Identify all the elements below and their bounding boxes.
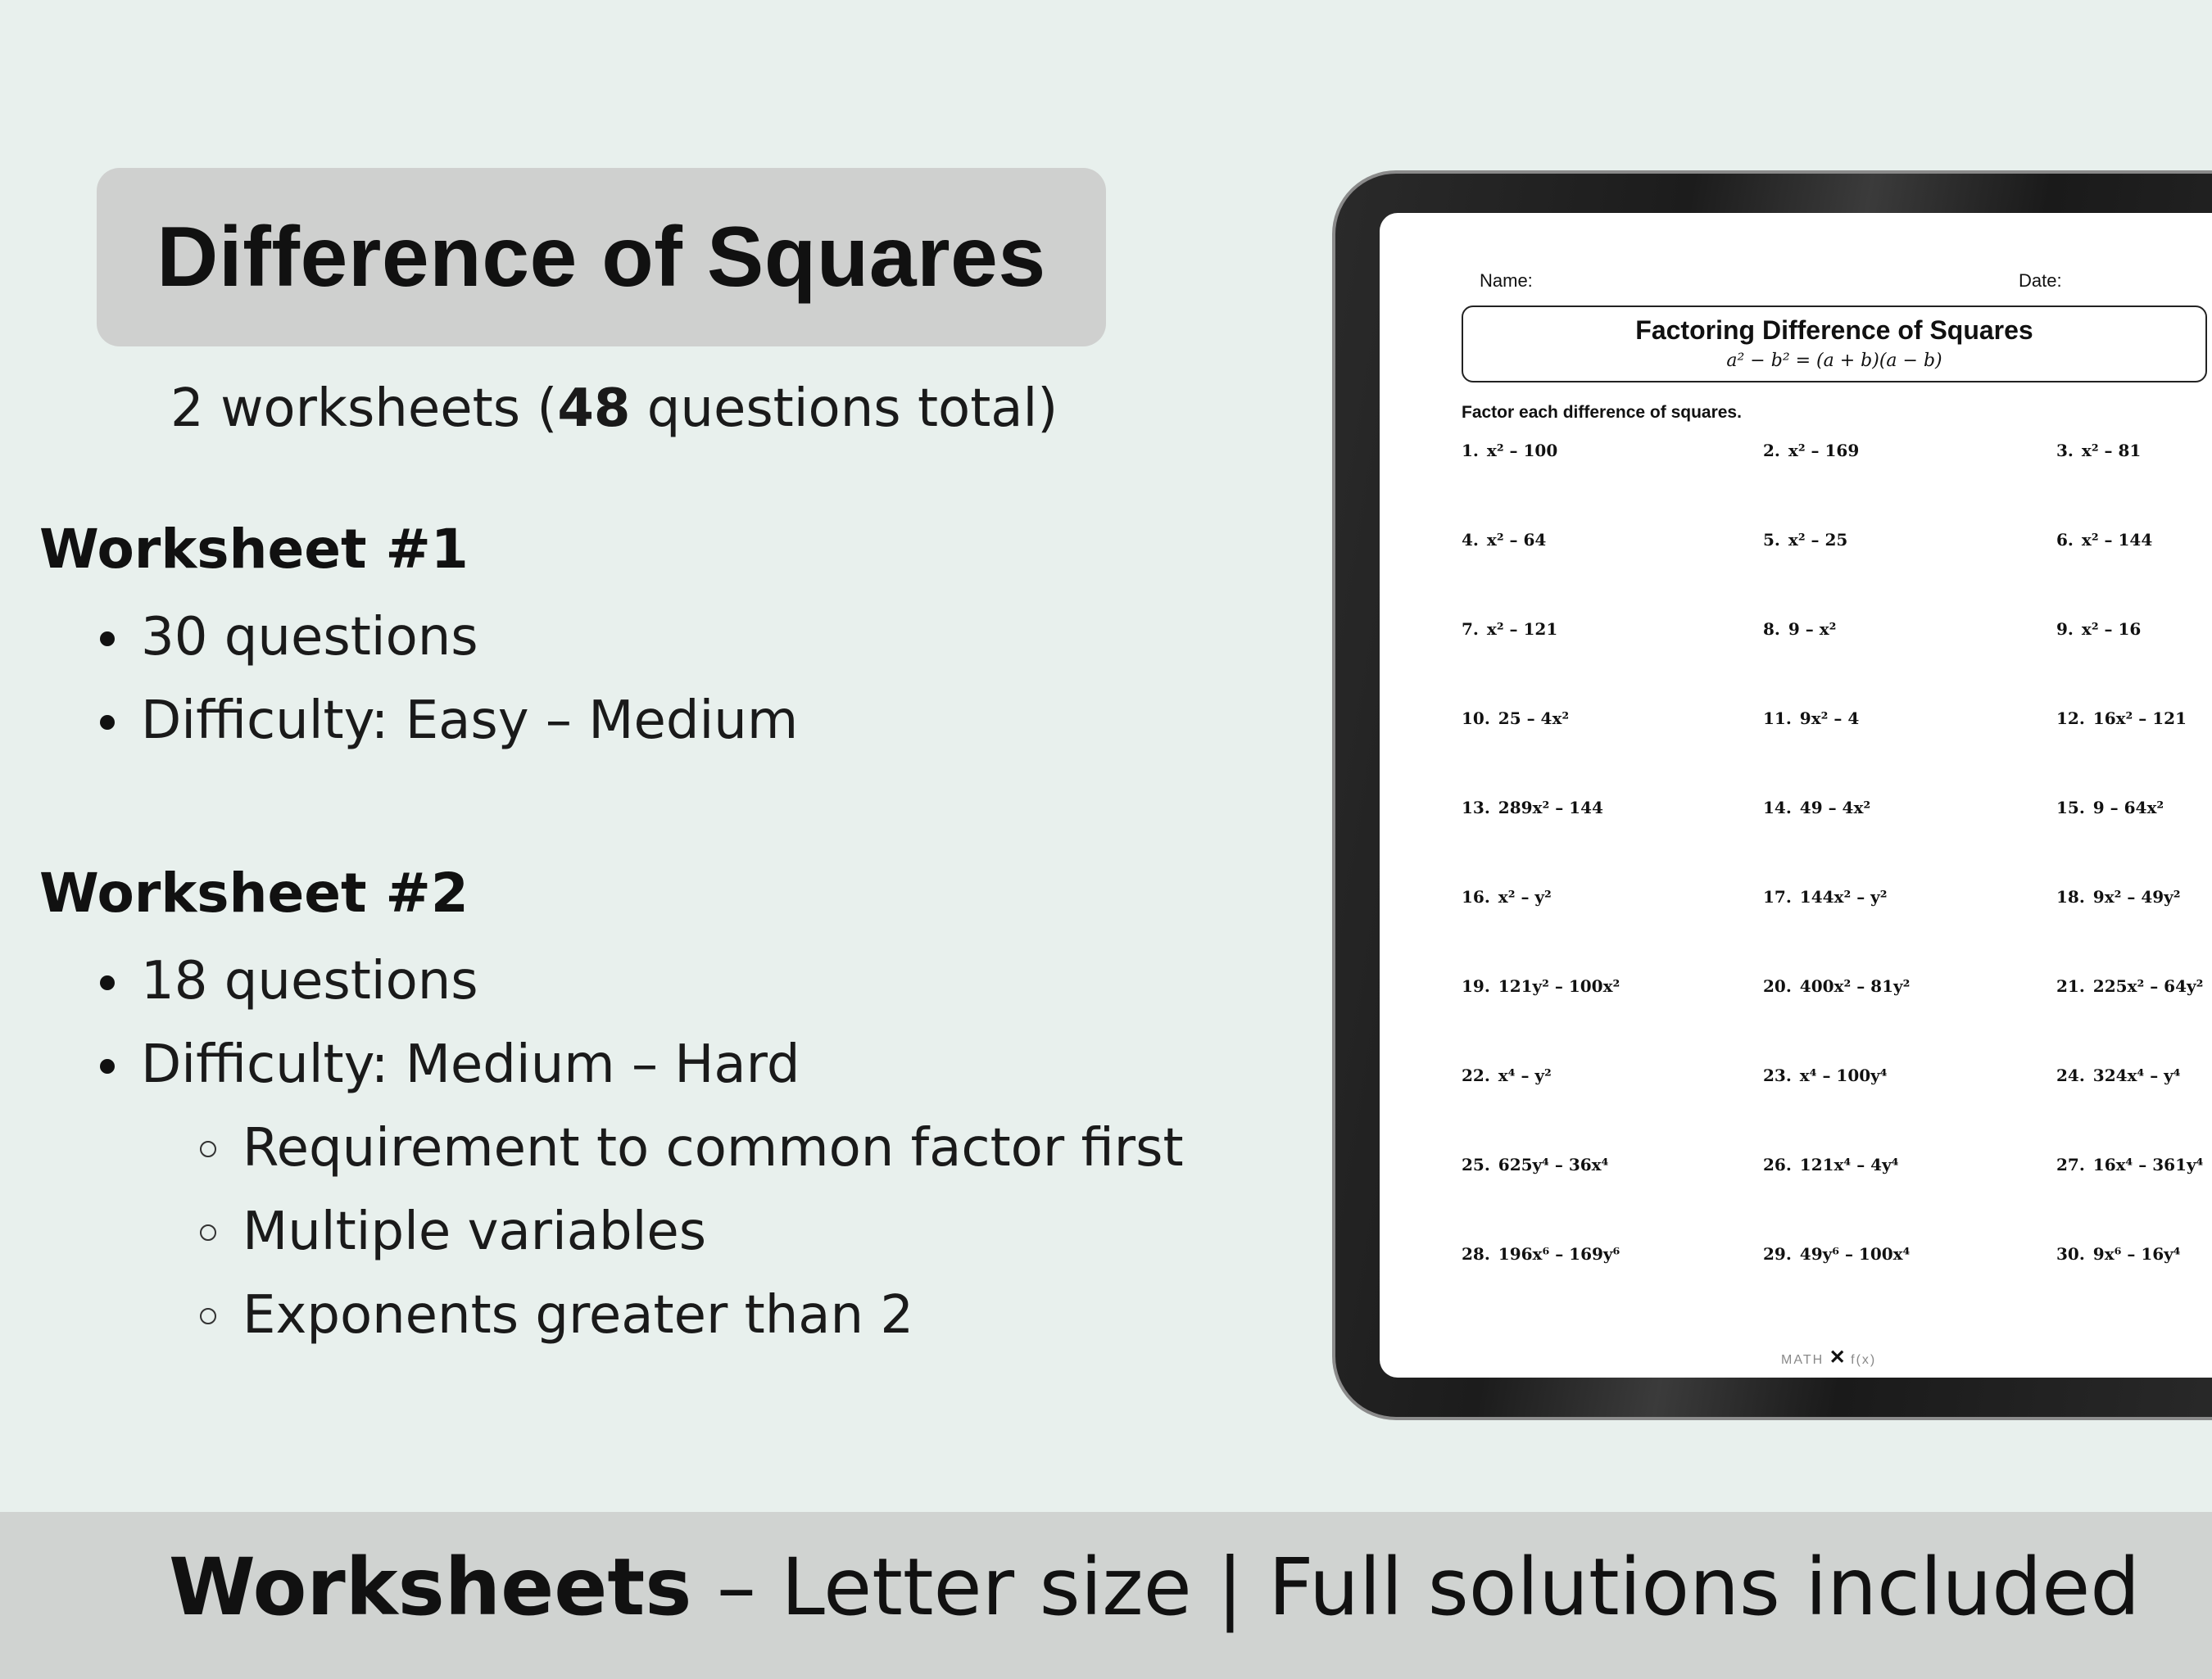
- worksheet-title-box: [1462, 305, 2207, 382]
- question-number: 1.: [1462, 441, 1479, 460]
- worksheet-question: [1462, 1244, 1620, 1264]
- worksheet-question: [1763, 1066, 1888, 1085]
- worksheet-instructions: Factor each difference of squares.: [1462, 403, 1742, 422]
- question-number: 15.: [2056, 798, 2085, 817]
- question-number: 18.: [2056, 887, 2085, 907]
- question-expression: 225x² – 64y²: [2092, 976, 2204, 996]
- question-expression: 49y⁶ – 100x⁴: [1799, 1244, 1911, 1264]
- question-expression: 25 – 4x²: [1498, 708, 1570, 728]
- question-number: 9.: [2056, 619, 2074, 639]
- list-item: Difficulty: Easy – Medium: [0, 679, 1229, 763]
- bullet-icon: [100, 631, 115, 646]
- question-expression: x² – 81: [2081, 441, 2142, 460]
- worksheet-question: [1462, 1066, 1552, 1085]
- subtitle-after: questions total): [630, 378, 1058, 439]
- worksheet-question: [1462, 708, 1569, 728]
- question-number: 8.: [1763, 619, 1780, 639]
- subtitle-before: 2 worksheets (: [170, 378, 558, 439]
- question-expression: 121y² – 100x²: [1498, 976, 1620, 996]
- name-label: Name:: [1480, 270, 1533, 291]
- question-number: 6.: [2056, 530, 2074, 550]
- question-number: 17.: [1763, 887, 1792, 907]
- worksheet-question: [1763, 976, 1910, 996]
- question-number: 10.: [1462, 708, 1490, 728]
- worksheet-question: [2056, 976, 2203, 996]
- worksheet2-heading: Worksheet #2: [39, 862, 469, 925]
- question-expression: 289x² – 144: [1498, 798, 1603, 817]
- question-expression: 121x⁴ – 4y⁴: [1799, 1155, 1899, 1174]
- worksheet-question: [2056, 441, 2141, 460]
- question-expression: 9 – x²: [1788, 619, 1837, 639]
- bullet-icon: [100, 1059, 115, 1074]
- question-expression: 400x² – 81y²: [1799, 976, 1911, 996]
- question-number: 5.: [1763, 530, 1780, 550]
- worksheet-question: [1462, 441, 1557, 460]
- question-expression: 49 – 4x²: [1799, 798, 1871, 817]
- question-number: 3.: [2056, 441, 2074, 460]
- worksheet-question: [1763, 1155, 1898, 1174]
- question-expression: x⁴ – y²: [1498, 1066, 1552, 1085]
- footer-text: [169, 1541, 2140, 1633]
- question-expression: x² – y²: [1498, 887, 1552, 907]
- question-expression: x² – 25: [1788, 530, 1848, 550]
- question-number: 22.: [1462, 1066, 1490, 1085]
- worksheet1-heading: Worksheet #1: [39, 518, 469, 581]
- question-number: 20.: [1763, 976, 1792, 996]
- worksheet-question: [2056, 530, 2152, 550]
- list-item: 18 questions: [0, 939, 1229, 1023]
- worksheet-question: [1462, 1155, 1608, 1174]
- worksheet-question: [1462, 976, 1620, 996]
- sub-list-item: Exponents greater than 2: [0, 1274, 1229, 1357]
- question-expression: x² – 169: [1788, 441, 1860, 460]
- question-expression: 9x² – 4: [1799, 708, 1860, 728]
- page-title: Difference of Squares: [156, 209, 1046, 305]
- footer-bold: Worksheets: [169, 1541, 692, 1633]
- worksheet-question: [2056, 1066, 2181, 1085]
- worksheet-question: [1763, 708, 1859, 728]
- worksheet-question: [1763, 1244, 1910, 1264]
- x-icon: ✕: [1829, 1346, 1846, 1369]
- footer-banner: [0, 1512, 2212, 1679]
- list-item: Difficulty: Medium – Hard: [0, 1023, 1229, 1107]
- question-count: 48: [557, 378, 631, 439]
- question-number: 21.: [2056, 976, 2085, 996]
- worksheet-question: [1763, 887, 1888, 907]
- question-expression: x⁴ – 100y⁴: [1799, 1066, 1888, 1085]
- worksheet-question: [1763, 798, 1870, 817]
- sub-list-item: Requirement to common factor first: [0, 1107, 1229, 1190]
- question-expression: x² – 16: [2081, 619, 2142, 639]
- worksheet-question: [2056, 1155, 2203, 1174]
- worksheet-question: [2056, 887, 2181, 907]
- question-expression: 144x² – y²: [1799, 887, 1888, 907]
- worksheet-question: [1462, 530, 1546, 550]
- brand-logo: MATH ✕ f(x): [1781, 1346, 1877, 1369]
- worksheet-question: [1462, 619, 1557, 639]
- question-expression: 9x² – 49y²: [2092, 887, 2181, 907]
- question-expression: 324x⁴ – y⁴: [2092, 1066, 2181, 1085]
- worksheet-question: [2056, 708, 2187, 728]
- circle-bullet-icon: [200, 1224, 216, 1241]
- title-banner: [97, 168, 1106, 346]
- question-expression: 625y⁴ – 36x⁴: [1498, 1155, 1609, 1174]
- subtitle: [170, 378, 1058, 439]
- question-number: 14.: [1763, 798, 1792, 817]
- worksheet-preview: [1380, 213, 2212, 1378]
- question-number: 26.: [1763, 1155, 1792, 1174]
- worksheet1-list: [0, 595, 1229, 763]
- question-number: 25.: [1462, 1155, 1490, 1174]
- question-expression: 16x² – 121: [2092, 708, 2187, 728]
- bullet-icon: [100, 715, 115, 730]
- worksheet-question: [2056, 1244, 2181, 1264]
- worksheet-title: Factoring Difference of Squares: [1635, 315, 2033, 345]
- question-number: 2.: [1763, 441, 1780, 460]
- question-expression: 16x⁴ – 361y⁴: [2092, 1155, 2204, 1174]
- question-number: 4.: [1462, 530, 1479, 550]
- question-expression: 9 – 64x²: [2092, 798, 2164, 817]
- list-item: 30 questions: [0, 595, 1229, 679]
- worksheet-question: [1763, 619, 1836, 639]
- footer-rest: – Letter size | Full solutions included: [691, 1541, 2141, 1633]
- sub-list-item: Multiple variables: [0, 1190, 1229, 1274]
- worksheet-question: [1763, 441, 1859, 460]
- question-number: 27.: [2056, 1155, 2085, 1174]
- date-label: Date:: [2019, 270, 2062, 291]
- question-number: 16.: [1462, 887, 1490, 907]
- worksheet-question: [1763, 530, 1847, 550]
- question-number: 29.: [1763, 1244, 1792, 1264]
- question-number: 13.: [1462, 798, 1490, 817]
- question-expression: x² – 100: [1486, 441, 1558, 460]
- bullet-icon: [100, 975, 115, 990]
- tablet-mockup: [1332, 170, 2212, 1420]
- question-number: 12.: [2056, 708, 2085, 728]
- worksheet-question: [2056, 619, 2141, 639]
- worksheet-formula: a² − b² = (a + b)(a − b): [1726, 351, 1942, 371]
- question-number: 11.: [1763, 708, 1792, 728]
- question-number: 7.: [1462, 619, 1479, 639]
- circle-bullet-icon: [200, 1308, 216, 1324]
- worksheet-question: [2056, 798, 2164, 817]
- worksheet-question: [1462, 887, 1552, 907]
- question-number: 28.: [1462, 1244, 1490, 1264]
- circle-bullet-icon: [200, 1141, 216, 1157]
- worksheet-question: [1462, 798, 1603, 817]
- worksheet2-list: [0, 939, 1229, 1357]
- question-number: 24.: [2056, 1066, 2085, 1085]
- question-expression: 9x⁶ – 16y⁴: [2092, 1244, 2181, 1264]
- question-expression: x² – 144: [2081, 530, 2153, 550]
- question-expression: x² – 64: [1486, 530, 1547, 550]
- question-expression: 196x⁶ – 169y⁶: [1498, 1244, 1620, 1264]
- question-number: 23.: [1763, 1066, 1792, 1085]
- question-number: 19.: [1462, 976, 1490, 996]
- question-number: 30.: [2056, 1244, 2085, 1264]
- question-expression: x² – 121: [1486, 619, 1558, 639]
